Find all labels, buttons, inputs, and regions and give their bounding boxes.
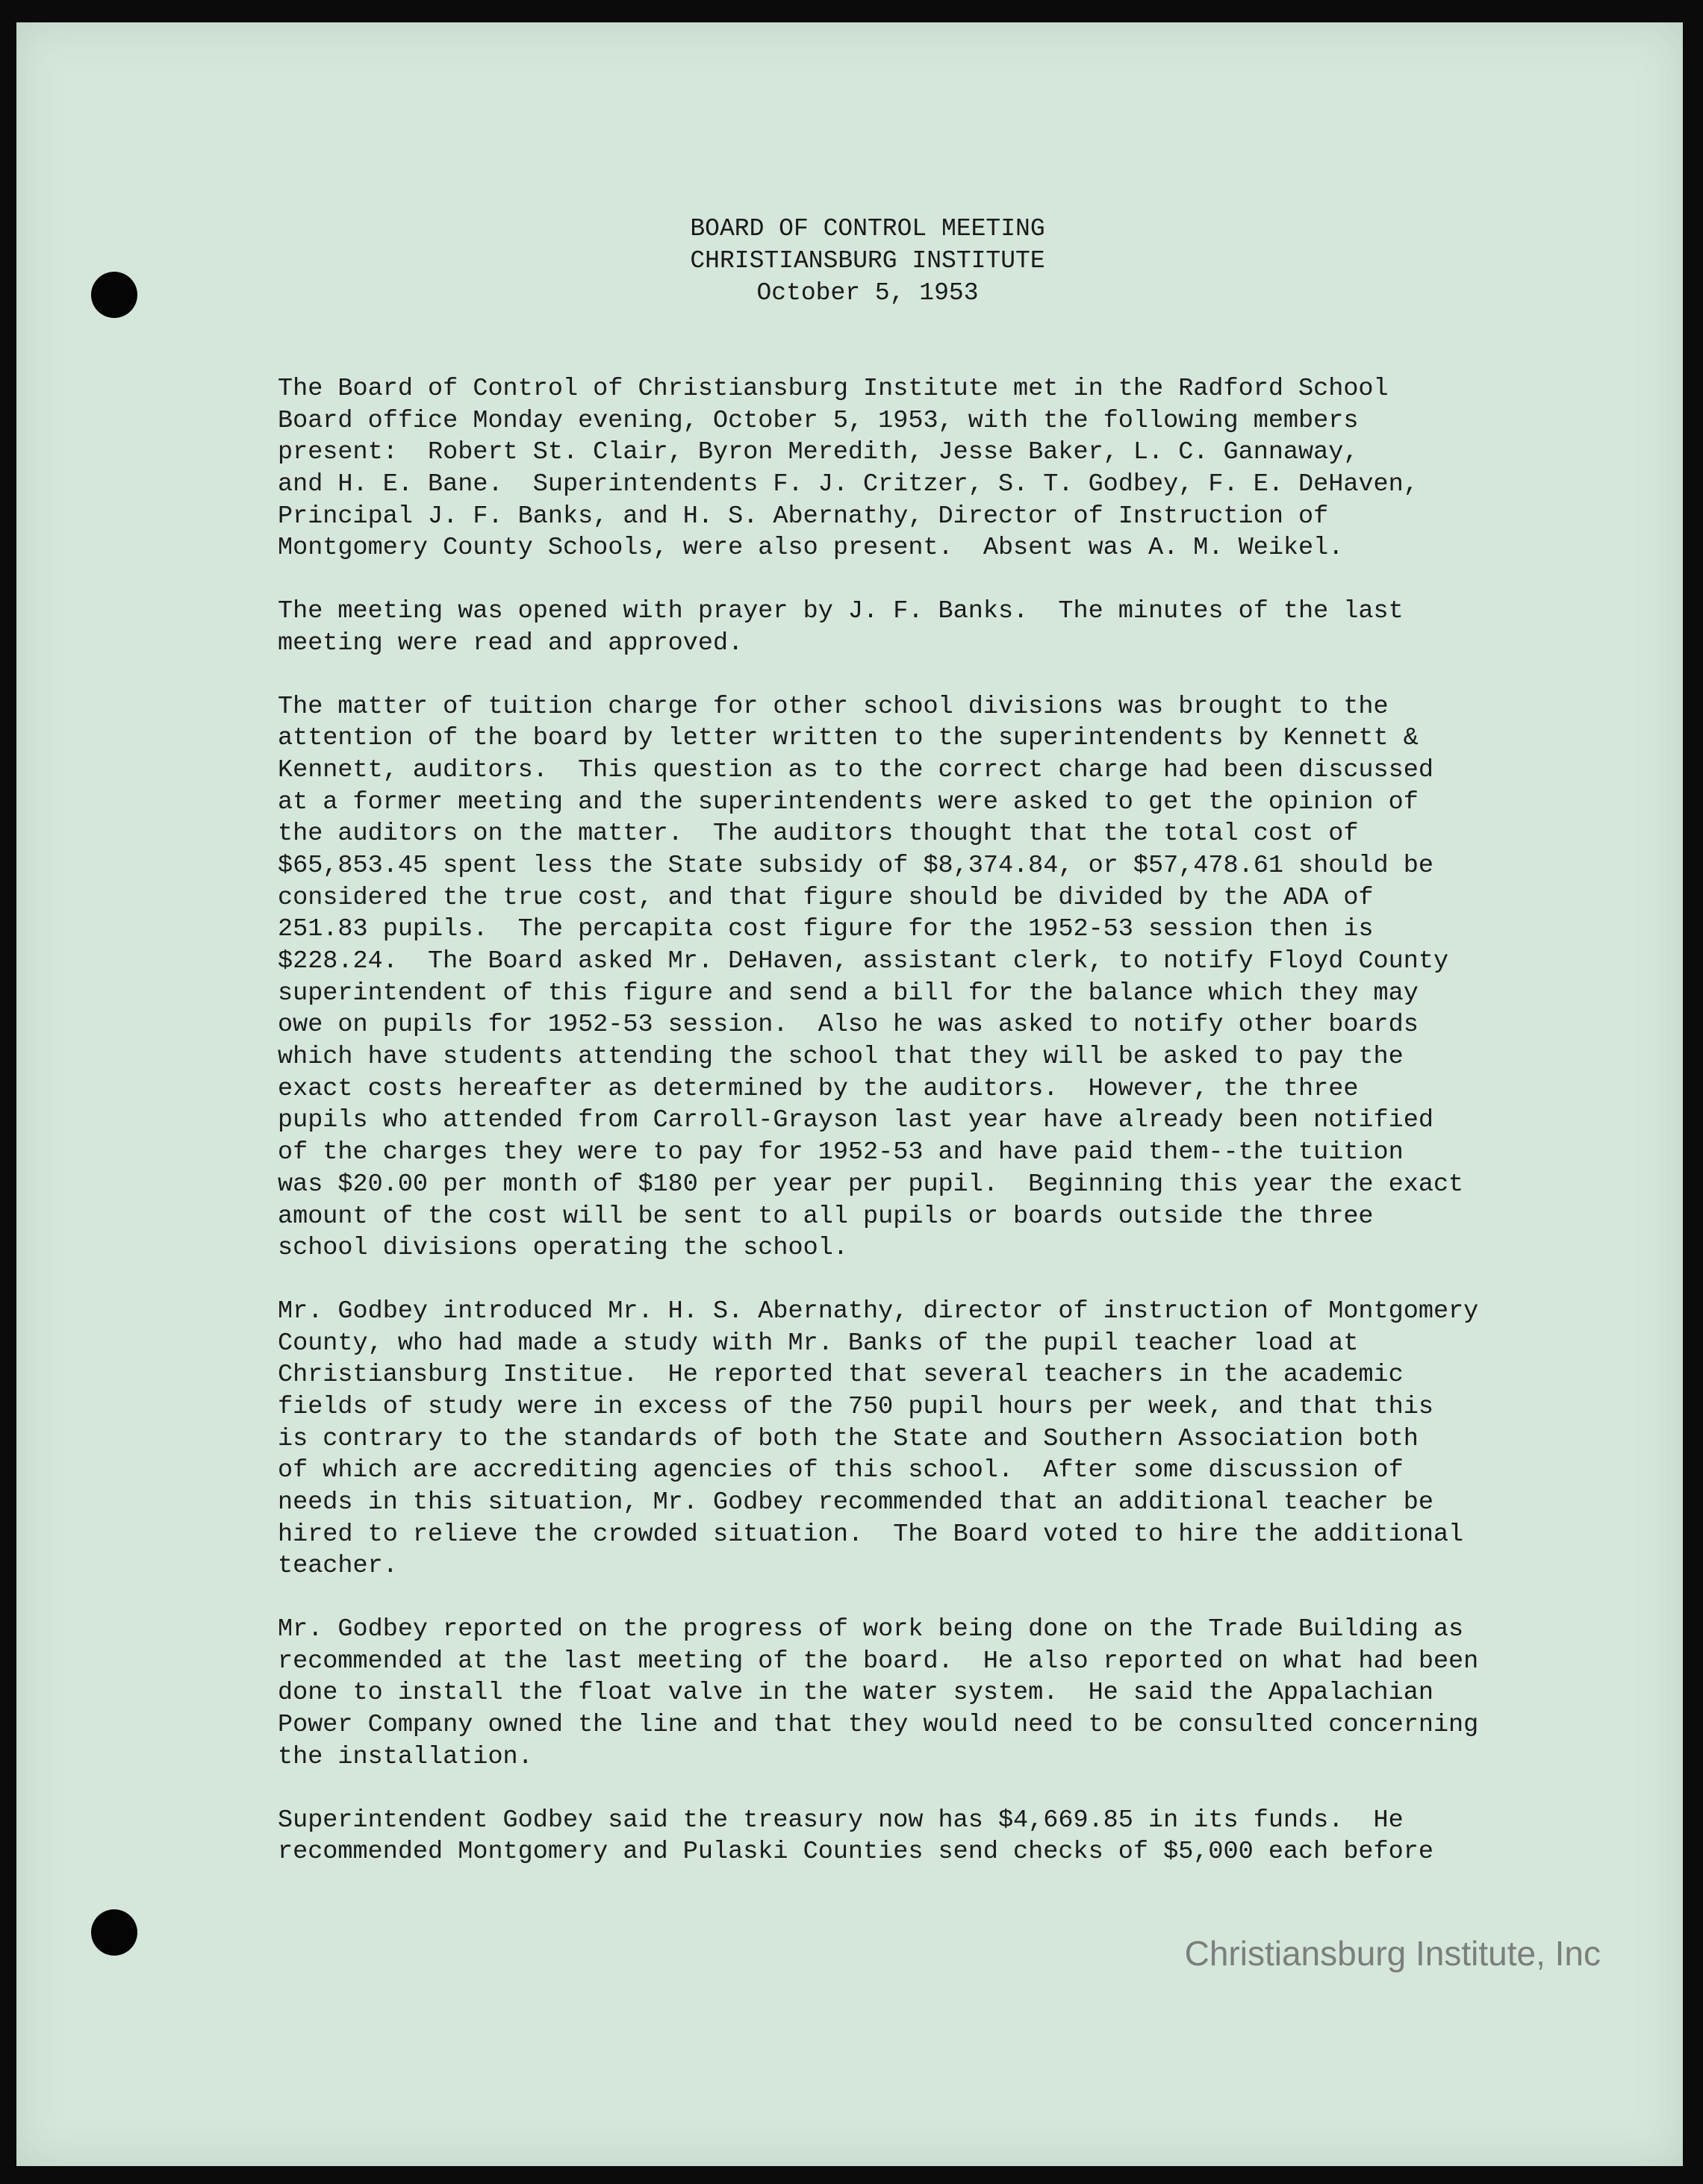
text-line: 251.83 pupils. The percapita cost figure for the 1952-53 session then is (278, 915, 1374, 944)
text-line: meeting were read and approved. (278, 628, 744, 658)
text-line: attention of the board by letter written to the superintendents by Kennett & (278, 724, 1419, 753)
document-body (278, 373, 1577, 1868)
text-line: teacher. (278, 1552, 398, 1581)
paragraph (278, 1614, 1577, 1773)
text-line: done to install the float valve in the water system. He said the Appalachian (278, 1679, 1433, 1708)
paragraph-gap (278, 1582, 1577, 1614)
text-line: Principal J. F. Banks, and H. S. Abernathy, Director of Instruction of (278, 502, 1329, 531)
header-institution: CHRISTIANSBURG INSTITUTE (690, 247, 1045, 275)
text-line: The Board of Control of Christiansburg Institute met in the Radford School (278, 375, 1389, 403)
text-line: Power Company owned the line and that they would need to be consulted concerning (278, 1711, 1479, 1740)
text-line: recommended Montgomery and Pulaski Counties send checks of $5,000 each before (278, 1838, 1433, 1867)
text-line: needs in this situation, Mr. Godbey recommended that an additional teacher be (278, 1488, 1433, 1517)
paragraph (278, 1805, 1577, 1868)
text-line: $65,853.45 spent less the State subsidy of $8,374.84, or $57,478.61 should be (278, 851, 1433, 880)
header-date: October 5, 1953 (756, 279, 979, 307)
text-line: County, who had made a study with Mr. Banks of the pupil teacher load at (278, 1329, 1359, 1358)
document-page (16, 22, 1683, 2166)
text-line: Montgomery County Schools, were also present. Absent was A. M. Weikel. (278, 534, 1344, 563)
paragraph-gap (278, 564, 1577, 596)
text-line: $228.24. The Board asked Mr. DeHaven, assistant clerk, to notify Floyd County (278, 947, 1449, 976)
text-line: Mr. Godbey reported on the progress of work being done on the Trade Building as (278, 1615, 1464, 1644)
punch-hole (91, 1909, 137, 1956)
text-line: superintendent of this figure and send a bill for the balance which they may (278, 979, 1419, 1008)
text-line: of which are accrediting agencies of this school. After some discussion of (278, 1456, 1404, 1485)
text-line: Superintendent Godbey said the treasury now has $4,669.85 in its funds. He (278, 1806, 1404, 1835)
text-line: hired to relieve the crowded situation. The Board voted to hire the additional (278, 1520, 1464, 1549)
paragraph-gap (278, 1264, 1577, 1296)
text-line: present: Robert St. Clair, Byron Meredith, Jesse Baker, L. C. Gannaway, (278, 438, 1359, 467)
paragraph-gap (278, 660, 1577, 691)
text-line: The matter of tuition charge for other school divisions was brought to the (278, 692, 1389, 721)
text-line: pupils who attended from Carroll-Grayson last year have already been notified (278, 1106, 1433, 1135)
text-line: fields of study were in excess of the 750 pupil hours per week, and that this (278, 1392, 1433, 1421)
text-line: the auditors on the matter. The auditors thought that the total cost of (278, 820, 1359, 849)
text-line: the installation. (278, 1742, 533, 1771)
document-header (599, 213, 1136, 309)
paragraph (278, 691, 1577, 1264)
paragraph (278, 1296, 1577, 1582)
text-line: Board office Monday evening, October 5, 1953, with the following members (278, 406, 1359, 435)
header-title: BOARD OF CONTROL MEETING (690, 215, 1045, 243)
paragraph-gap (278, 1773, 1577, 1805)
text-line: considered the true cost, and that figure should be divided by the ADA of (278, 883, 1374, 912)
text-line: school divisions operating the school. (278, 1234, 848, 1263)
punch-hole (91, 272, 137, 318)
text-line: The meeting was opened with prayer by J. F. Banks. The minutes of the last (278, 597, 1404, 626)
text-line: of the charges they were to pay for 1952-53 and have paid them--the tuition (278, 1138, 1404, 1167)
text-line: Christiansburg Institue. He reported that several teachers in the academic (278, 1361, 1404, 1390)
text-line: exact costs hereafter as determined by the auditors. However, the three (278, 1074, 1359, 1103)
text-line: recommended at the last meeting of the board. He also reported on what had been (278, 1647, 1479, 1676)
paragraph (278, 596, 1577, 659)
text-line: amount of the cost will be sent to all pupils or boards outside the three (278, 1202, 1374, 1231)
watermark: Christiansburg Institute, Inc (1184, 1934, 1601, 1973)
text-line: owe on pupils for 1952-53 session. Also he was asked to notify other boards (278, 1011, 1419, 1040)
paragraph (278, 373, 1577, 564)
text-line: and H. E. Bane. Superintendents F. J. Critzer, S. T. Godbey, F. E. DeHaven, (278, 470, 1419, 499)
text-line: Kennett, auditors. This question as to the correct charge had been discussed (278, 755, 1433, 784)
text-line: which have students attending the school that they will be asked to pay the (278, 1043, 1404, 1072)
text-line: is contrary to the standards of both the State and Southern Association both (278, 1424, 1419, 1453)
text-line: Mr. Godbey introduced Mr. H. S. Abernathy, director of instruction of Montgomery (278, 1297, 1479, 1326)
text-line: was $20.00 per month of $180 per year per pupil. Beginning this year the exact (278, 1170, 1464, 1199)
text-line: at a former meeting and the superintendents were asked to get the opinion of (278, 787, 1419, 817)
